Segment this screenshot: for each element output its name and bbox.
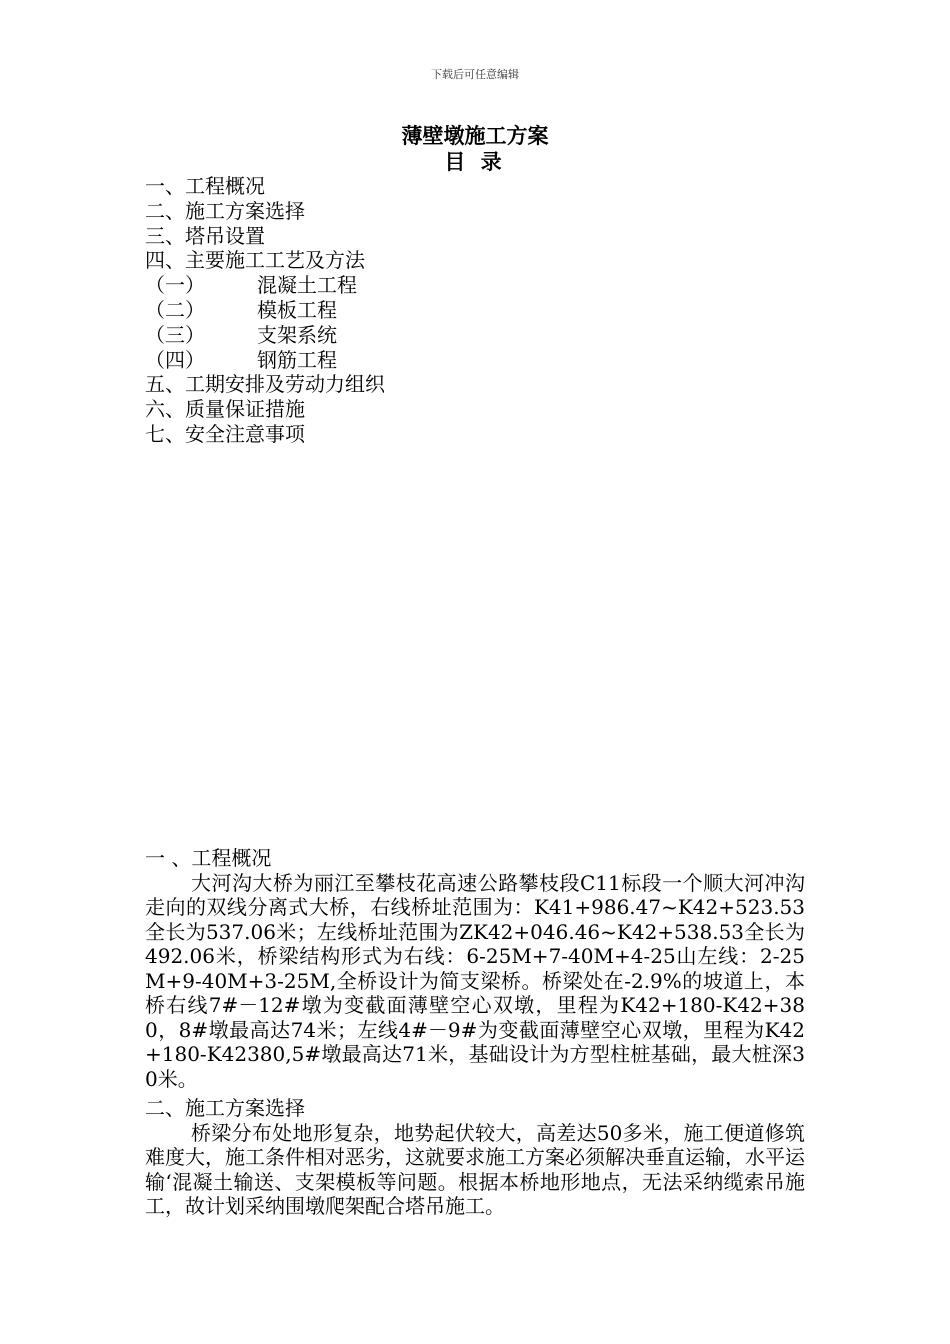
toc-item-text: 支架系统 (257, 322, 337, 347)
table-of-contents (145, 174, 385, 447)
toc-item (145, 199, 385, 224)
toc-item-text: 一、工程概况 (145, 174, 265, 198)
toc-item (145, 248, 385, 273)
toc-subitem (145, 298, 385, 323)
toc-subitem-number: （四） (145, 347, 205, 372)
toc-item-text: 模板工程 (257, 297, 337, 322)
toc-subitem-number: （二） (145, 297, 205, 322)
toc-subitem (145, 348, 385, 373)
section-heading: 一 、工程概况 (145, 846, 272, 870)
toc-item-text: 六、质量保证措施 (145, 397, 305, 422)
section-paragraph: 桥梁分布处地形复杂，地势起伏较大，高差达50多米，施工便道修筑难度大，施工条件相对恶劣，这就要求施工方案必须解决垂直运输，水平运输‘混凝土输送、支架模板等问题。根据本桥地形地点，无法采纳缆索吊施工，故计划采纳围墩爬架配合塔吊施工。 (145, 1120, 805, 1218)
toc-item-text: 三、塔吊设置 (145, 223, 265, 248)
toc-item-text: 七、安全注意事项 (145, 421, 305, 446)
section-construction-scheme (145, 1096, 805, 1219)
toc-item-text: 二、施工方案选择 (145, 198, 305, 223)
header-note: 下载后可任意编辑 (431, 68, 519, 81)
toc-item-text: 钢筋工程 (257, 347, 337, 372)
document-title: 薄壁墩施工方案 (401, 123, 549, 148)
toc-subitem-number: （三） (145, 322, 205, 347)
toc-item-text: 五、工期安排及劳动力组织 (145, 372, 385, 397)
toc-item (145, 224, 385, 249)
section-heading: 二、施工方案选择 (145, 1096, 305, 1120)
toc-item (145, 397, 385, 422)
toc-title: 目 录 (444, 149, 506, 174)
section-project-overview (145, 846, 805, 1091)
toc-item-text: 四、主要施工工艺及方法 (145, 248, 365, 273)
toc-subitem (145, 273, 385, 298)
toc-subitem-number: （一） (145, 273, 205, 298)
toc-item (145, 422, 385, 447)
toc-item (145, 372, 385, 397)
toc-item (145, 174, 385, 199)
toc-item-text: 混凝土工程 (257, 273, 357, 298)
section-paragraph: 大河沟大桥为丽江至攀枝花高速公路攀枝段C11标段一个顺大河冲沟走向的双线分离式大桥，右线桥址范围为：K41+986.47~K42+523.53全长为537.06米；左线桥址范围为ZK42+046.46~K42+538.53全长为492.06米，桥梁结构形式为右线：6-25M+7-40M+4-25山左线：2-25M+9-40M+3-25M,全桥设计为简支梁桥。桥梁处在-2.9%的坡道上，本桥右线7#－12#墩为变截面薄壁空心双墩，里程为K42+180-K42+380，8#墩最高达74米；左线4#－9#为变截面薄壁空心双墩，里程为K42+180-K42380,5#墩最高达71米，基础设计为方型柱桩基础，最大桩深30米。 (145, 870, 805, 1091)
toc-subitem (145, 323, 385, 348)
